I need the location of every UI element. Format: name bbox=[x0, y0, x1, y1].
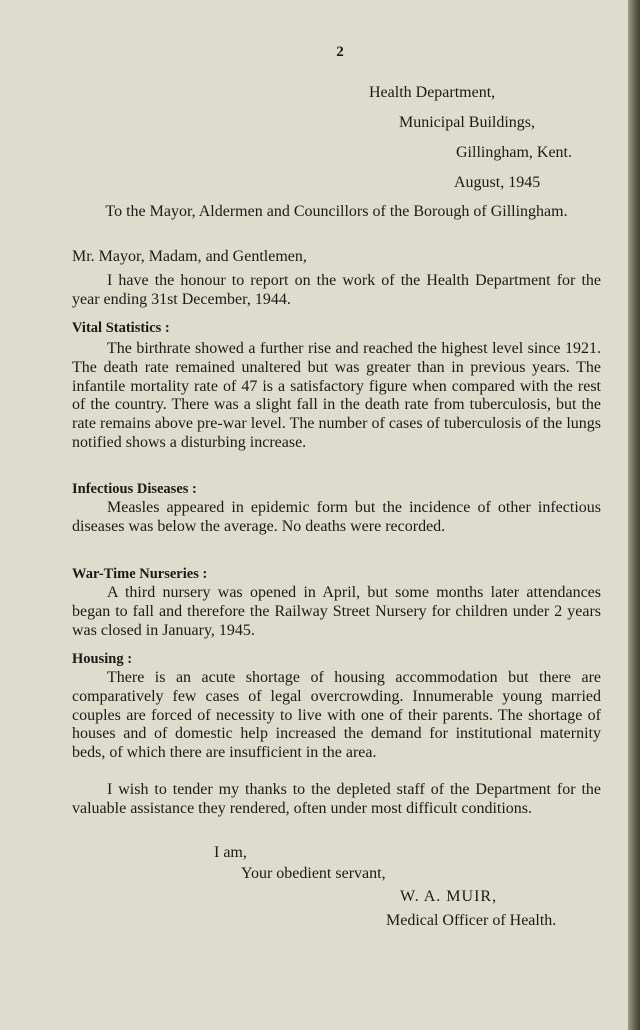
thanks-paragraph: I wish to tender my thanks to the depleted staff of the Department for the valuable assistance they rendered, often under most difficult conditions. bbox=[72, 781, 601, 817]
page-number: 2 bbox=[336, 44, 344, 60]
intro-paragraph: I have the honour to report on the work of the Health Department for the year ending 31st December, 1944. bbox=[72, 272, 601, 308]
address-line-1: Health Department, bbox=[369, 84, 496, 101]
address-line-2: Municipal Buildings, bbox=[399, 114, 535, 131]
address-line-3: Gillingham, Kent. bbox=[456, 144, 572, 161]
report-date: August, 1945 bbox=[454, 174, 541, 191]
section-text-vital-statistics: The birthrate showed a further rise and reached the highest level since 1921. The death rate remained unaltered but was greater than in previous years. The infantile mortality rate of 47 is a satisfactory figure when compared with the rest of the country. There was a slight fall in the death rate from tuberculosis, but the rate remains above pre-war level. The number of cases of tuberculosis of the lungs notified shows a disturbing increase. bbox=[72, 340, 601, 451]
section-heading-infectious-diseases: Infectious Diseases : bbox=[72, 481, 197, 497]
page-edge-shadow bbox=[628, 0, 640, 1030]
section-heading-war-time-nurseries: War-Time Nurseries : bbox=[72, 566, 208, 582]
signatory-title: Medical Officer of Health. bbox=[386, 912, 557, 929]
addressee: To the Mayor, Aldermen and Councillors of the Borough of Gillingham. bbox=[105, 203, 568, 220]
signatory-name: W. A. MUIR, bbox=[400, 888, 498, 905]
section-heading-housing: Housing : bbox=[72, 651, 133, 667]
closing-line-2: Your obedient servant, bbox=[241, 865, 386, 882]
salutation: Mr. Mayor, Madam, and Gentlemen, bbox=[72, 248, 307, 265]
section-text-war-time-nurseries: A third nursery was opened in April, but some months later attendances began to fall and therefore the Railway Street Nursery for children under 2 years was closed in January, 1945. bbox=[72, 584, 601, 639]
section-heading-vital-statistics: Vital Statistics : bbox=[72, 320, 170, 336]
section-text-infectious-diseases: Measles appeared in epidemic form but the incidence of other infectious diseases was below the average. No deaths were recorded. bbox=[72, 499, 601, 535]
closing-line-1: I am, bbox=[214, 844, 247, 861]
section-text-housing: There is an acute shortage of housing accommodation but there are comparatively few cases of legal overcrowding. Innumerable young married couples are forced of necessity to live with one of their parents. The shortage of houses and of domestic help increased the demand for institutional maternity beds, of which there are insufficient in the area. bbox=[72, 669, 601, 762]
